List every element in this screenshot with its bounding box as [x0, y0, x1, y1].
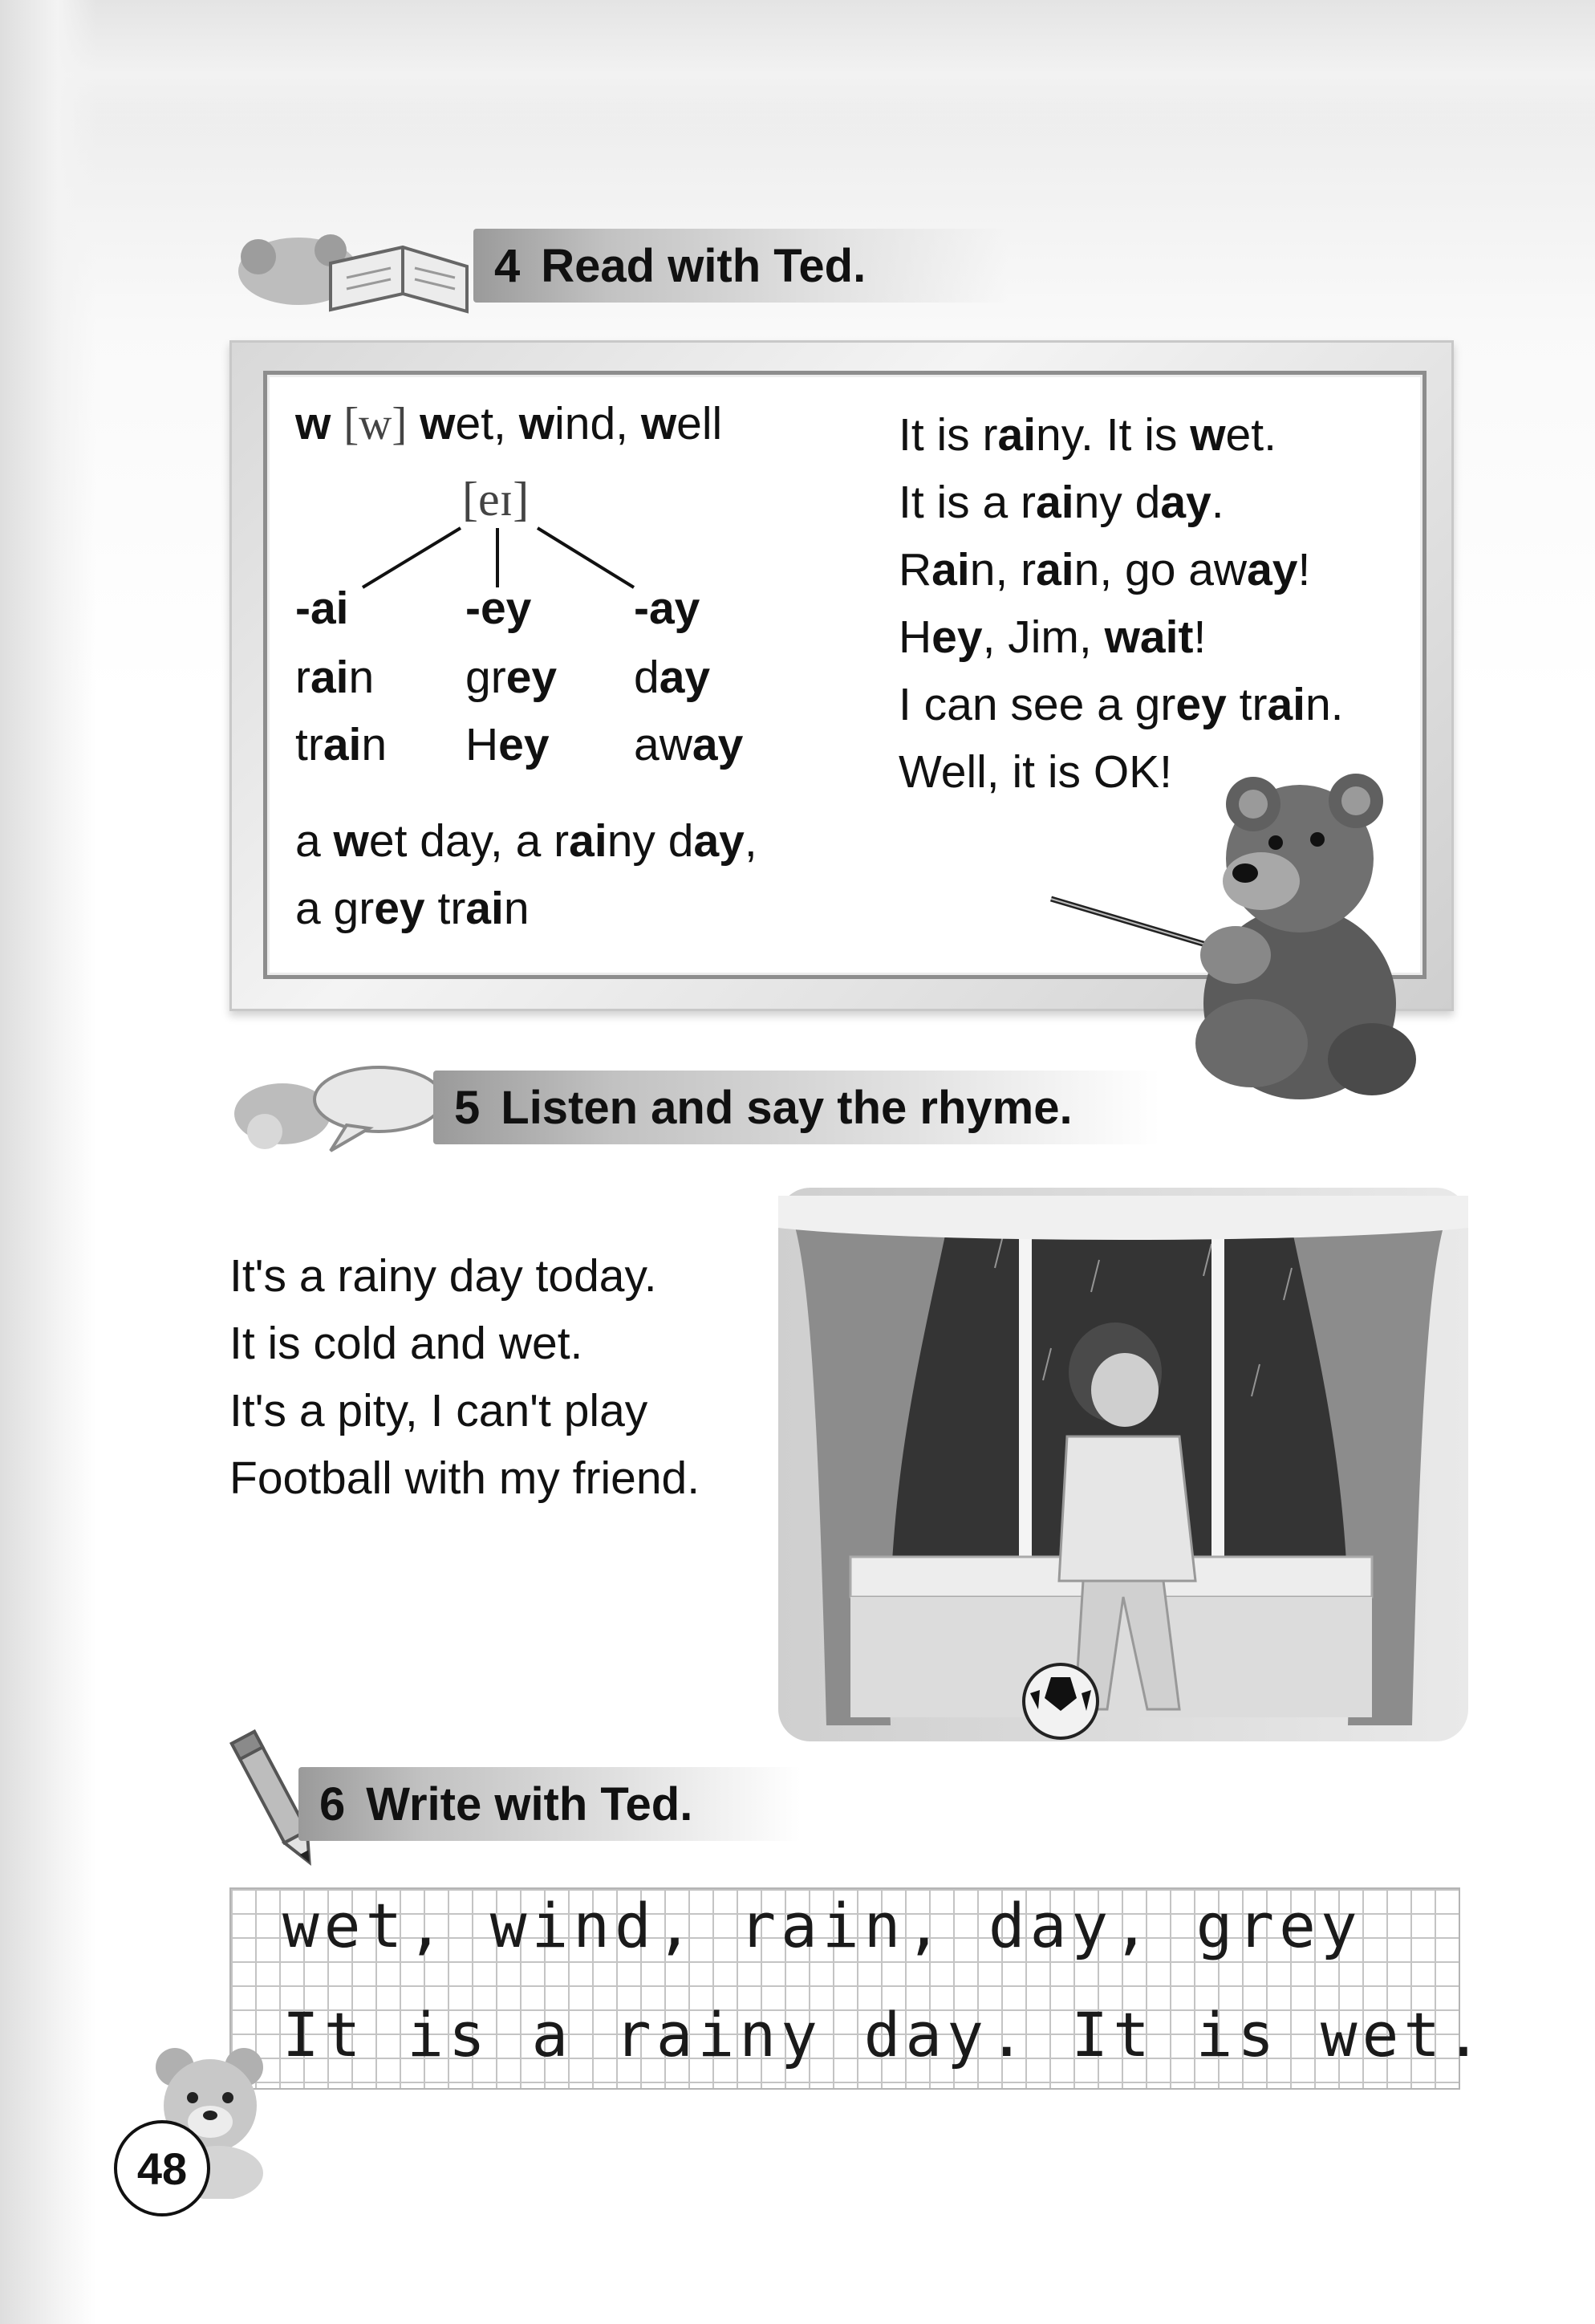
w-letter: w	[295, 398, 331, 449]
text-segment: w	[420, 398, 456, 449]
section-6-header	[298, 1767, 801, 1841]
sentence-line	[899, 679, 1344, 730]
text-segment: ay	[693, 815, 745, 867]
text-segment: I can see a gr	[899, 679, 1176, 730]
section-number: 5	[454, 1081, 481, 1134]
text-segment: tr	[424, 883, 466, 934]
page-shade-top	[0, 0, 1595, 136]
text-segment: d	[634, 652, 660, 703]
text-segment: ai	[931, 544, 970, 595]
text-segment: ai	[310, 652, 349, 703]
text-segment: et.	[1225, 409, 1276, 461]
text-segment: .	[1211, 477, 1224, 528]
spelling-ey: -ey	[465, 583, 532, 634]
text-segment: tr	[1226, 679, 1268, 730]
text-segment: w	[640, 398, 677, 449]
text-segment: ey	[931, 611, 983, 663]
text-segment: ai	[323, 719, 362, 770]
text-segment: It is a r	[899, 477, 1037, 528]
w-phonetic: [w]	[343, 399, 408, 449]
sentence-line	[899, 409, 1276, 461]
text-segment: It is r	[899, 409, 998, 461]
text-segment: ay	[659, 652, 711, 703]
text-segment: ai	[1036, 544, 1074, 595]
text-segment: w	[518, 398, 555, 449]
text-segment: , Jim,	[982, 611, 1105, 663]
spelling-ai: -ai	[295, 583, 349, 634]
text-segment: H	[899, 611, 932, 663]
text-segment: w	[1190, 409, 1226, 461]
text-segment: ey	[1175, 679, 1227, 730]
sentence-line	[899, 544, 1311, 595]
section-title: Write with Ted.	[366, 1778, 693, 1830]
open-book-icon	[226, 215, 483, 327]
text-segment: gr	[465, 652, 506, 703]
text-segment: R	[899, 544, 932, 595]
text-segment: ell, it is OK!	[940, 746, 1173, 798]
handwriting-line-2: It is a rainy day. It is wet.	[282, 1999, 1487, 2070]
rhyme-line: Football with my friend.	[229, 1452, 700, 1504]
rhyme-line: It is cold and wet.	[229, 1318, 583, 1369]
page-number: 48	[114, 2120, 210, 2216]
sentence-line	[899, 611, 1207, 663]
text-segment: ny d	[1073, 477, 1161, 528]
text-segment: n, r	[969, 544, 1037, 595]
text-segment: ey	[505, 652, 558, 703]
text-segment: !	[1297, 544, 1311, 595]
text-segment: et day, a r	[368, 815, 570, 867]
section-title: Read with Ted.	[541, 239, 866, 292]
text-segment: ai	[569, 815, 607, 867]
text-segment: tr	[295, 719, 323, 770]
teddy-bear-pointer-illustration	[1035, 738, 1484, 1107]
text-segment: !	[1193, 611, 1207, 663]
section-4-header	[473, 229, 1008, 303]
text-segment: ay	[1160, 477, 1211, 528]
spelling-ay: -ay	[634, 583, 700, 634]
text-segment: ey	[374, 883, 425, 934]
text-segment: ey	[498, 719, 550, 770]
section-5-header	[433, 1071, 1160, 1144]
sentence-line	[899, 477, 1224, 528]
text-segment: aw	[634, 719, 692, 770]
text-segment: ay	[692, 719, 744, 770]
section-number: 4	[494, 239, 521, 292]
example-word	[295, 652, 375, 703]
text-segment: ait	[1139, 611, 1194, 663]
handwriting-line-1: wet, wind, rain, day, grey	[282, 1890, 1362, 1961]
text-segment: ay	[1247, 544, 1298, 595]
text-segment: ind,	[554, 398, 641, 449]
rhyme-line: It's a rainy day today.	[229, 1250, 657, 1302]
text-segment: a gr	[295, 883, 375, 934]
phrase-line	[295, 815, 757, 867]
page-shade-left	[0, 0, 96, 2324]
example-word	[634, 719, 744, 770]
w-example-words	[420, 398, 722, 449]
speech-bubble-icon	[226, 1058, 459, 1162]
section-title: Listen and say the rhyme.	[501, 1081, 1073, 1134]
example-word	[465, 652, 558, 703]
ei-phonetic: [eɪ]	[462, 473, 530, 526]
text-segment: r	[295, 652, 310, 703]
text-segment: ai	[997, 409, 1037, 461]
text-segment: et,	[455, 398, 519, 449]
text-segment: n	[348, 652, 375, 703]
text-segment: n.	[1305, 679, 1344, 730]
text-segment: W	[899, 746, 941, 798]
example-word	[465, 719, 550, 770]
text-segment: ai	[1036, 477, 1074, 528]
text-segment: a	[295, 815, 334, 867]
text-segment: n, go aw	[1073, 544, 1248, 595]
text-segment: ai	[465, 883, 504, 934]
text-segment: w	[1104, 611, 1140, 663]
example-word	[634, 652, 711, 703]
text-segment: ,	[744, 815, 757, 867]
rhyme-line: It's a pity, I can't play	[229, 1385, 648, 1436]
text-segment: ai	[1267, 679, 1305, 730]
text-segment: w	[333, 815, 369, 867]
text-segment: ell	[676, 398, 723, 449]
rhyme-text	[229, 1242, 700, 1512]
section-number: 6	[319, 1778, 346, 1830]
w-sound-line	[295, 398, 723, 449]
text-segment: n	[503, 883, 530, 934]
boy-at-rainy-window-illustration	[762, 1180, 1476, 1757]
text-segment: ny. It is	[1036, 409, 1191, 461]
text-segment: ny d	[607, 815, 694, 867]
phrase-line	[295, 883, 530, 934]
text-segment: H	[465, 719, 499, 770]
text-segment: n	[361, 719, 388, 770]
example-word	[295, 719, 388, 770]
